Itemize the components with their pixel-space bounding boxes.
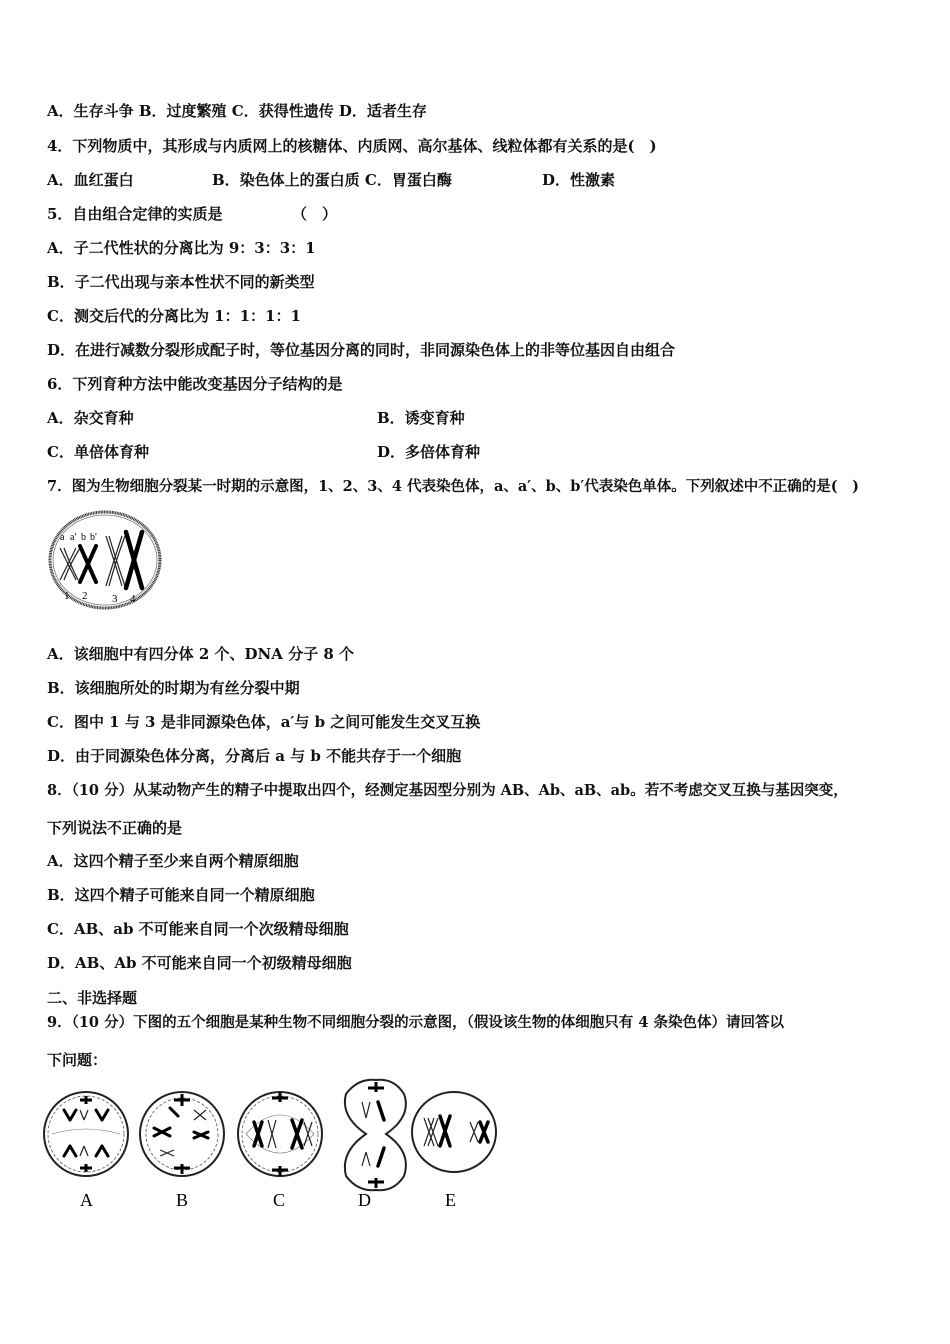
cell-label-b: B [176,1190,189,1210]
cell-e [412,1092,496,1172]
cell-label-a: A [80,1190,93,1210]
q8-option-c: C．AB、ab 不可能来自同一个次级精母细胞 [47,920,349,938]
chromosome-1 [60,548,80,580]
q8-option-a: A．这四个精子至少来自两个精原细胞 [47,852,299,870]
q5-stem: 5．自由组合定律的实质是 [47,205,223,223]
q9-cells-figure [40,1076,502,1216]
q7-label-4: 4 [130,593,136,605]
q6-option-d: D．多倍体育种 [377,443,481,461]
cell-label-e: E [445,1190,456,1210]
q8-option-d: D．AB、Ab 不可能来自同一个初级精母细胞 [47,954,352,972]
q7-label-b-prime: b' [90,532,97,543]
cell-d [345,1080,406,1190]
cell-label-c: C [273,1190,286,1210]
q6-option-c: C．单倍体育种 [47,443,149,461]
q8-stem-line2: 下列说法不正确的是 [47,819,183,837]
q7-option-c: C．图中 1 与 3 是非同源染色体，a′与 b 之间可能发生交叉互换 [47,713,481,731]
q4-stem: 4．下列物质中，其形成与内质网上的核糖体、内质网、高尔基体、线粒体都有关系的是( ) [47,137,657,155]
q7-stem: 7．图为生物细胞分裂某一时期的示意图，1、2、3、4 代表染色体，a、a′、b、b′代表染色单体。下列叙述中不正确的是( ) [47,478,859,495]
q5-option-c: C．测交后代的分离比为 1：1：1：1 [47,307,301,325]
q9-stem-line2: 下问题： [47,1051,108,1069]
q6-stem: 6．下列育种方法中能改变基因分子结构的是 [47,375,343,393]
q7-label-2: 2 [82,590,88,602]
q6-option-a: A．杂交育种 [47,409,134,427]
q7-option-a: A．该细胞中有四分体 2 个、DNA 分子 8 个 [47,645,354,663]
q4-option-d: D．性激素 [542,171,616,189]
q7-option-b: B．该细胞所处的时期为有丝分裂中期 [47,679,300,697]
q4-option-bc: B．染色体上的蛋白质 C．胃蛋白酶 [212,171,452,189]
q4-option-a: A．血红蛋白 [47,171,134,189]
q8-stem-line1: 8．（10 分）从某动物产生的精子中提取出四个，经测定基因型分别为 AB、Ab、aB、ab。若不考虑交叉互换与基因突变， [47,782,848,799]
q6-option-b: B．诱变育种 [377,409,465,427]
q7-label-3: 3 [112,593,118,605]
cell-c [238,1092,322,1176]
q5-option-d: D．在进行减数分裂形成配子时，等位基因分离的同时，非同源染色体上的非等位基因自由组合 [47,341,676,359]
chromosome-4 [126,532,142,588]
chromosome-2 [80,546,96,582]
cell-a [44,1092,128,1176]
chromosome-3 [106,536,125,586]
q3-options: A．生存斗争 B．过度繁殖 C．获得性遗传 D．适者生存 [47,102,427,120]
cell-b [140,1092,224,1176]
q7-label-a: a [60,532,65,543]
q5-option-a: A．子二代性状的分离比为 9：3：3：1 [47,239,316,257]
q7-label-1: 1 [64,590,70,602]
q5-paren: （ ） [292,205,338,223]
section-title: 二、非选择题 [47,989,138,1007]
q7-cell-figure [46,508,164,612]
q8-option-b: B．这四个精子可能来自同一个精原细胞 [47,886,315,904]
q7-label-a-prime: a' [70,532,77,543]
q7-option-d: D．由于同源染色体分离，分离后 a 与 b 不能共存于一个细胞 [47,747,462,765]
q7-label-b: b [81,532,86,543]
cell-label-d: D [358,1190,371,1210]
q9-stem-line1: 9．（10 分）下图的五个细胞是某种生物不同细胞分裂的示意图，（假设该生物的体细胞只有 4 条染色体）请回答以 [47,1014,784,1031]
q5-option-b: B．子二代出现与亲本性状不同的新类型 [47,273,315,291]
